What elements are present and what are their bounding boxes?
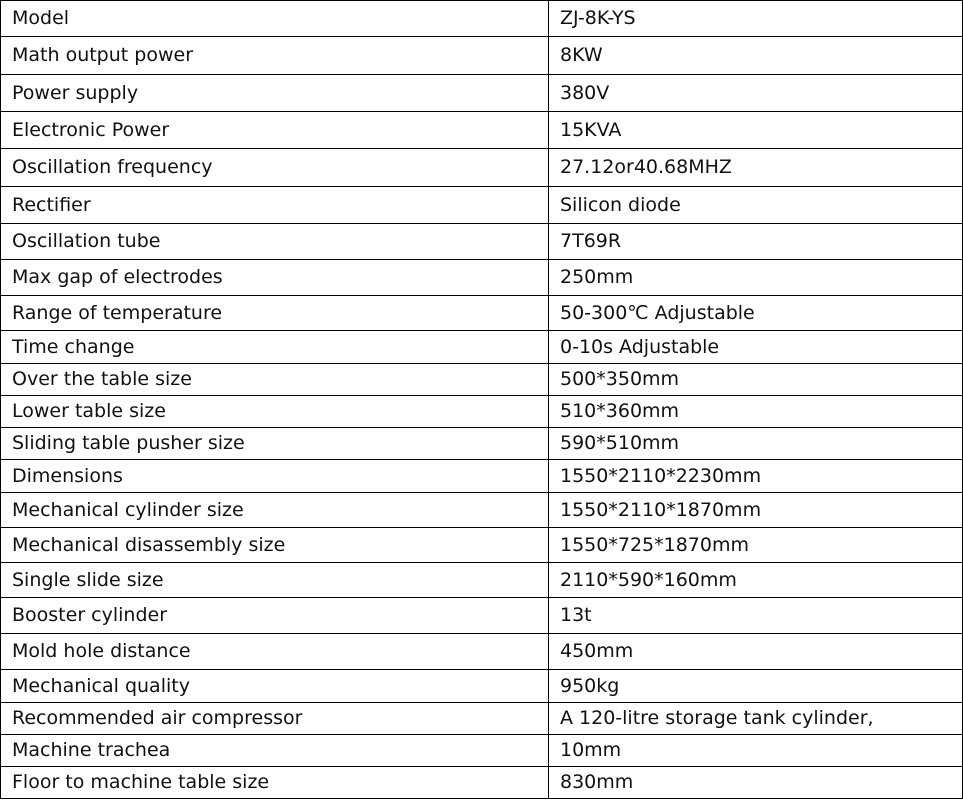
table-row	[1, 1, 963, 37]
spec-value: 0-10s Adjustable	[549, 331, 963, 364]
spec-value: 13t	[549, 598, 963, 634]
spec-label: Floor to machine table size	[1, 767, 549, 799]
table-row	[1, 75, 963, 112]
spec-label: Oscillation tube	[1, 224, 549, 260]
spec-value: 1550*725*1870mm	[549, 528, 963, 563]
spec-value: 50-300℃ Adjustable	[549, 296, 963, 331]
table-row	[1, 187, 963, 224]
spec-label: Dimensions	[1, 460, 549, 493]
spec-value: 15KVA	[549, 112, 963, 149]
spec-label: Recommended air compressor	[1, 703, 549, 735]
spec-label: Mechanical disassembly size	[1, 528, 549, 563]
spec-label: Oscillation frequency	[1, 149, 549, 187]
table-row	[1, 767, 963, 799]
spec-value: 1550*2110*1870mm	[549, 493, 963, 528]
spec-value: 510*360mm	[549, 396, 963, 428]
spec-label: Mold hole distance	[1, 634, 549, 670]
table-row	[1, 703, 963, 735]
spec-value: 590*510mm	[549, 428, 963, 460]
spec-label: Lower table size	[1, 396, 549, 428]
table-row	[1, 396, 963, 428]
table-row	[1, 331, 963, 364]
table-row	[1, 563, 963, 598]
table-row	[1, 460, 963, 493]
spec-label: Time change	[1, 331, 549, 364]
spec-value: 10mm	[549, 735, 963, 767]
spec-label: Single slide size	[1, 563, 549, 598]
spec-value: 1550*2110*2230mm	[549, 460, 963, 493]
spec-value: 380V	[549, 75, 963, 112]
table-row	[1, 735, 963, 767]
spec-value: 8KW	[549, 37, 963, 75]
spec-label: Power supply	[1, 75, 549, 112]
spec-label: Math output power	[1, 37, 549, 75]
spec-value: Silicon diode	[549, 187, 963, 224]
table-row	[1, 296, 963, 331]
spec-label: Model	[1, 1, 549, 37]
spec-value: A 120-litre storage tank cylinder,	[549, 703, 963, 735]
spec-label: Electronic Power	[1, 112, 549, 149]
table-row	[1, 528, 963, 563]
spec-table-body	[1, 1, 963, 799]
spec-value: 7T69R	[549, 224, 963, 260]
spec-label: Sliding table pusher size	[1, 428, 549, 460]
table-row	[1, 364, 963, 396]
spec-value: 2110*590*160mm	[549, 563, 963, 598]
spec-label: Over the table size	[1, 364, 549, 396]
table-row	[1, 428, 963, 460]
table-row	[1, 670, 963, 703]
spec-label: Range of temperature	[1, 296, 549, 331]
spec-label: Mechanical quality	[1, 670, 549, 703]
spec-label: Max gap of electrodes	[1, 260, 549, 296]
table-row	[1, 598, 963, 634]
spec-value: 27.12or40.68MHZ	[549, 149, 963, 187]
spec-label: Machine trachea	[1, 735, 549, 767]
spec-label: Booster cylinder	[1, 598, 549, 634]
spec-value: 500*350mm	[549, 364, 963, 396]
spec-label: Mechanical cylinder size	[1, 493, 549, 528]
table-row	[1, 493, 963, 528]
spec-label: Rectifier	[1, 187, 549, 224]
spec-value: ZJ-8K-YS	[549, 1, 963, 37]
spec-value: 950kg	[549, 670, 963, 703]
spec-value: 250mm	[549, 260, 963, 296]
table-row	[1, 634, 963, 670]
table-row	[1, 37, 963, 75]
spec-value: 450mm	[549, 634, 963, 670]
table-row	[1, 260, 963, 296]
spec-value: 830mm	[549, 767, 963, 799]
table-row	[1, 112, 963, 149]
table-row	[1, 224, 963, 260]
table-row	[1, 149, 963, 187]
